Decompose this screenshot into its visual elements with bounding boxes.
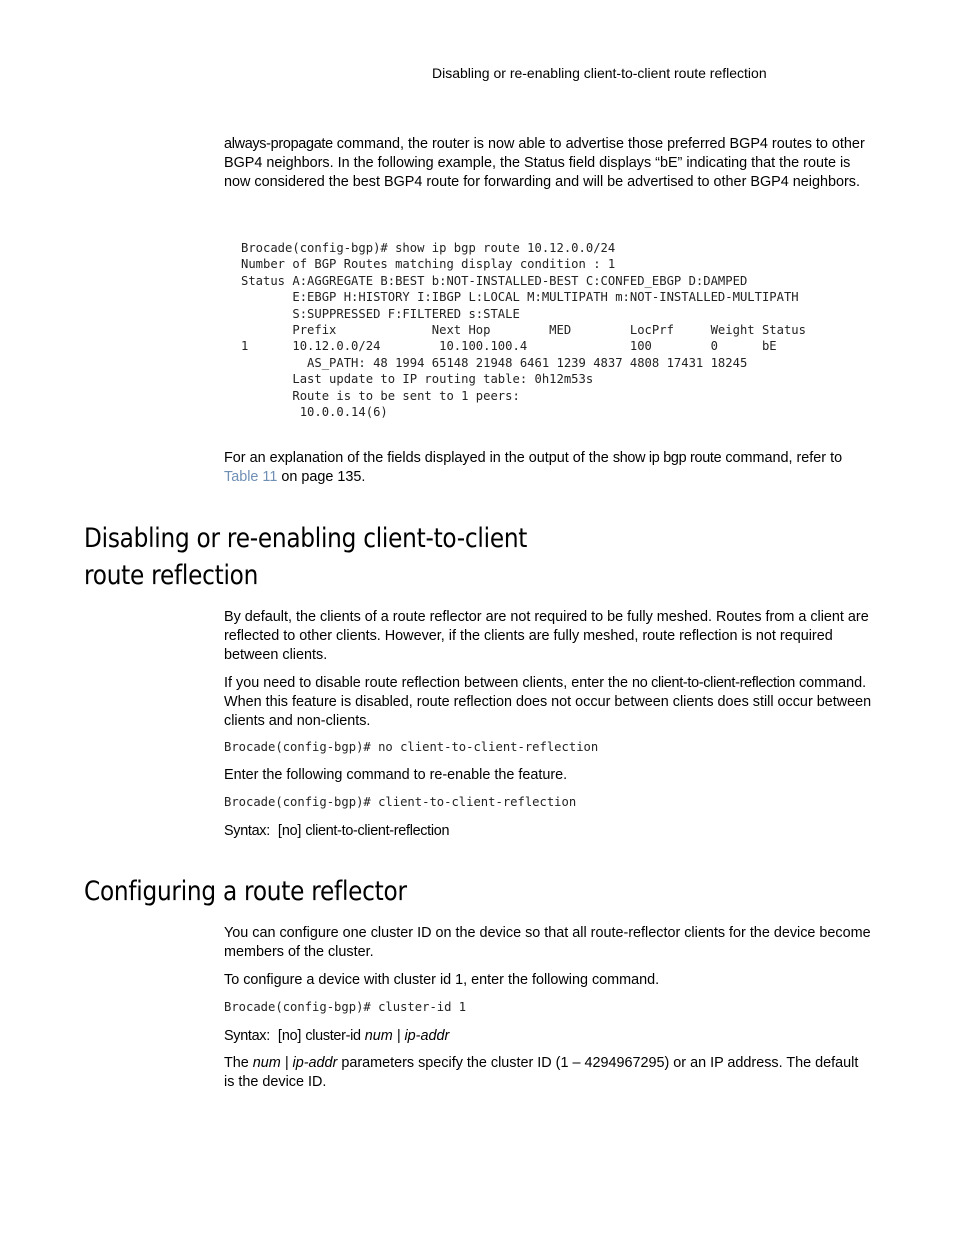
command-show-ip-bgp-route: show ip bgp route (612, 450, 722, 466)
syntax-no: no (281, 1028, 298, 1044)
section1-p2-post: command. When this feature is disabled, route reflection does not occur between clients does still occur between clients and non-clients. (224, 675, 872, 729)
refer-text-pre: For an explanation of the fields displayed in the output of the (224, 450, 613, 466)
section1-code2-wrap (224, 794, 872, 810)
heading-line-1: Disabling or re-enabling client-to-client (84, 523, 528, 554)
section1-p2 (224, 674, 872, 731)
code-line: Route is to be sent to 1 peers: (241, 388, 520, 403)
syntax-label: Syntax: (224, 823, 270, 839)
section1-paragraph-3: Enter the following command to re-enable the feature. (224, 767, 568, 783)
command-always-propagate: always-propagate (224, 136, 333, 152)
section1-p1 (224, 608, 872, 665)
section1-paragraph-1: By default, the clients of a route reflector are not required to be fully meshed. Routes from a client are reflected to other clients. However, if the clients are fully meshed, route reflection is not required between clients. (224, 609, 869, 663)
section1-code1-wrap (224, 739, 872, 755)
syntax-command: client-to-client-reflection (305, 823, 450, 839)
code-line: Number of BGP Routes matching display condition : 1 (241, 257, 616, 272)
refer-text-post: on page 135. (277, 469, 366, 485)
code-line: Brocade(config-bgp)# show ip bgp route 10.12.0.0/24 (241, 241, 616, 255)
code-line: Prefix Next Hop MED LocPrf Weight Status (241, 323, 806, 338)
section-heading-client-to-client (84, 520, 527, 594)
section2-p2 (224, 971, 872, 990)
syntax-args: num | ip-addr (364, 1028, 450, 1044)
intro-text: command, the router is now able to advertise those preferred BGP4 routes to other BGP4 neighbors. In the following example, the Status field displays “bE” indicating that the route is now considered the best BGP4 route for forwarding and will be advertised to other BGP4 neighbors. (224, 136, 865, 190)
code-line: S:SUPPRESSED F:FILTERED s:STALE (241, 306, 520, 321)
code-block (241, 240, 889, 420)
section2-code-wrap (224, 999, 872, 1015)
command-no-client-to-client-reflection: no client-to-client-reflection (632, 675, 795, 691)
syntax-command: cluster-id (305, 1028, 361, 1044)
code-client-reflection: Brocade(config-bgp)# client-to-client-reflection (224, 795, 577, 809)
syntax-bracket-open: [ (277, 1028, 282, 1044)
syntax-bracket-open: [ (277, 823, 282, 839)
section2-p3-post: parameters specify the cluster ID (1 – 4294967295) or an IP address. The default is the device ID. (224, 1055, 859, 1090)
running-header: Disabling or re-enabling client-to-client route reflection (432, 65, 767, 81)
show-bgp-route-output (241, 240, 889, 420)
syntax-bracket-close: ] (297, 823, 302, 839)
code-line: 1 10.12.0.0/24 10.100.100.4 100 0 bE (241, 339, 777, 354)
code-line: 10.0.0.14(6) (241, 405, 388, 420)
table-11-link[interactable]: Table 11 (224, 469, 278, 485)
refer-paragraph (224, 449, 872, 487)
intro-paragraph (224, 135, 872, 192)
syntax-no: no (281, 823, 298, 839)
refer-text-mid: command, refer to (721, 450, 843, 466)
code-line: AS_PATH: 48 1994 65148 21948 6461 1239 4837 4808 17431 18245 (241, 355, 748, 370)
section1-syntax (224, 822, 872, 841)
section2-p3-pre: The (224, 1055, 253, 1071)
section2-paragraph-1: You can configure one cluster ID on the device so that all route-reflector clients for the device become members of the cluster. (224, 925, 871, 960)
section2-p3-args: num | ip-addr (252, 1055, 338, 1071)
section2-p1 (224, 924, 872, 962)
syntax-bracket-close: ] (297, 1028, 302, 1044)
section2-paragraph-2: To configure a device with cluster id 1, enter the following command. (224, 972, 660, 988)
section2-p3 (224, 1054, 872, 1092)
syntax-label: Syntax: (224, 1028, 270, 1044)
section2-syntax (224, 1027, 872, 1046)
section1-p3 (224, 766, 872, 785)
section1-p2-pre: If you need to disable route reflection between clients, enter the (224, 675, 632, 691)
code-line: Last update to IP routing table: 0h12m53s (241, 372, 594, 387)
heading-line-2: route reflection (84, 560, 259, 591)
code-cluster-id: Brocade(config-bgp)# cluster-id 1 (224, 1000, 467, 1014)
code-line: E:EBGP H:HISTORY I:IBGP L:LOCAL M:MULTIPATH m:NOT-INSTALLED-MULTIPATH (241, 290, 799, 305)
code-line: Status A:AGGREGATE B:BEST b:NOT-INSTALLED-BEST C:CONFED_EBGP D:DAMPED (241, 273, 748, 288)
section-heading-route-reflector: Configuring a route reflector (84, 876, 407, 907)
code-no-client-reflection: Brocade(config-bgp)# no client-to-client-reflection (224, 740, 599, 754)
